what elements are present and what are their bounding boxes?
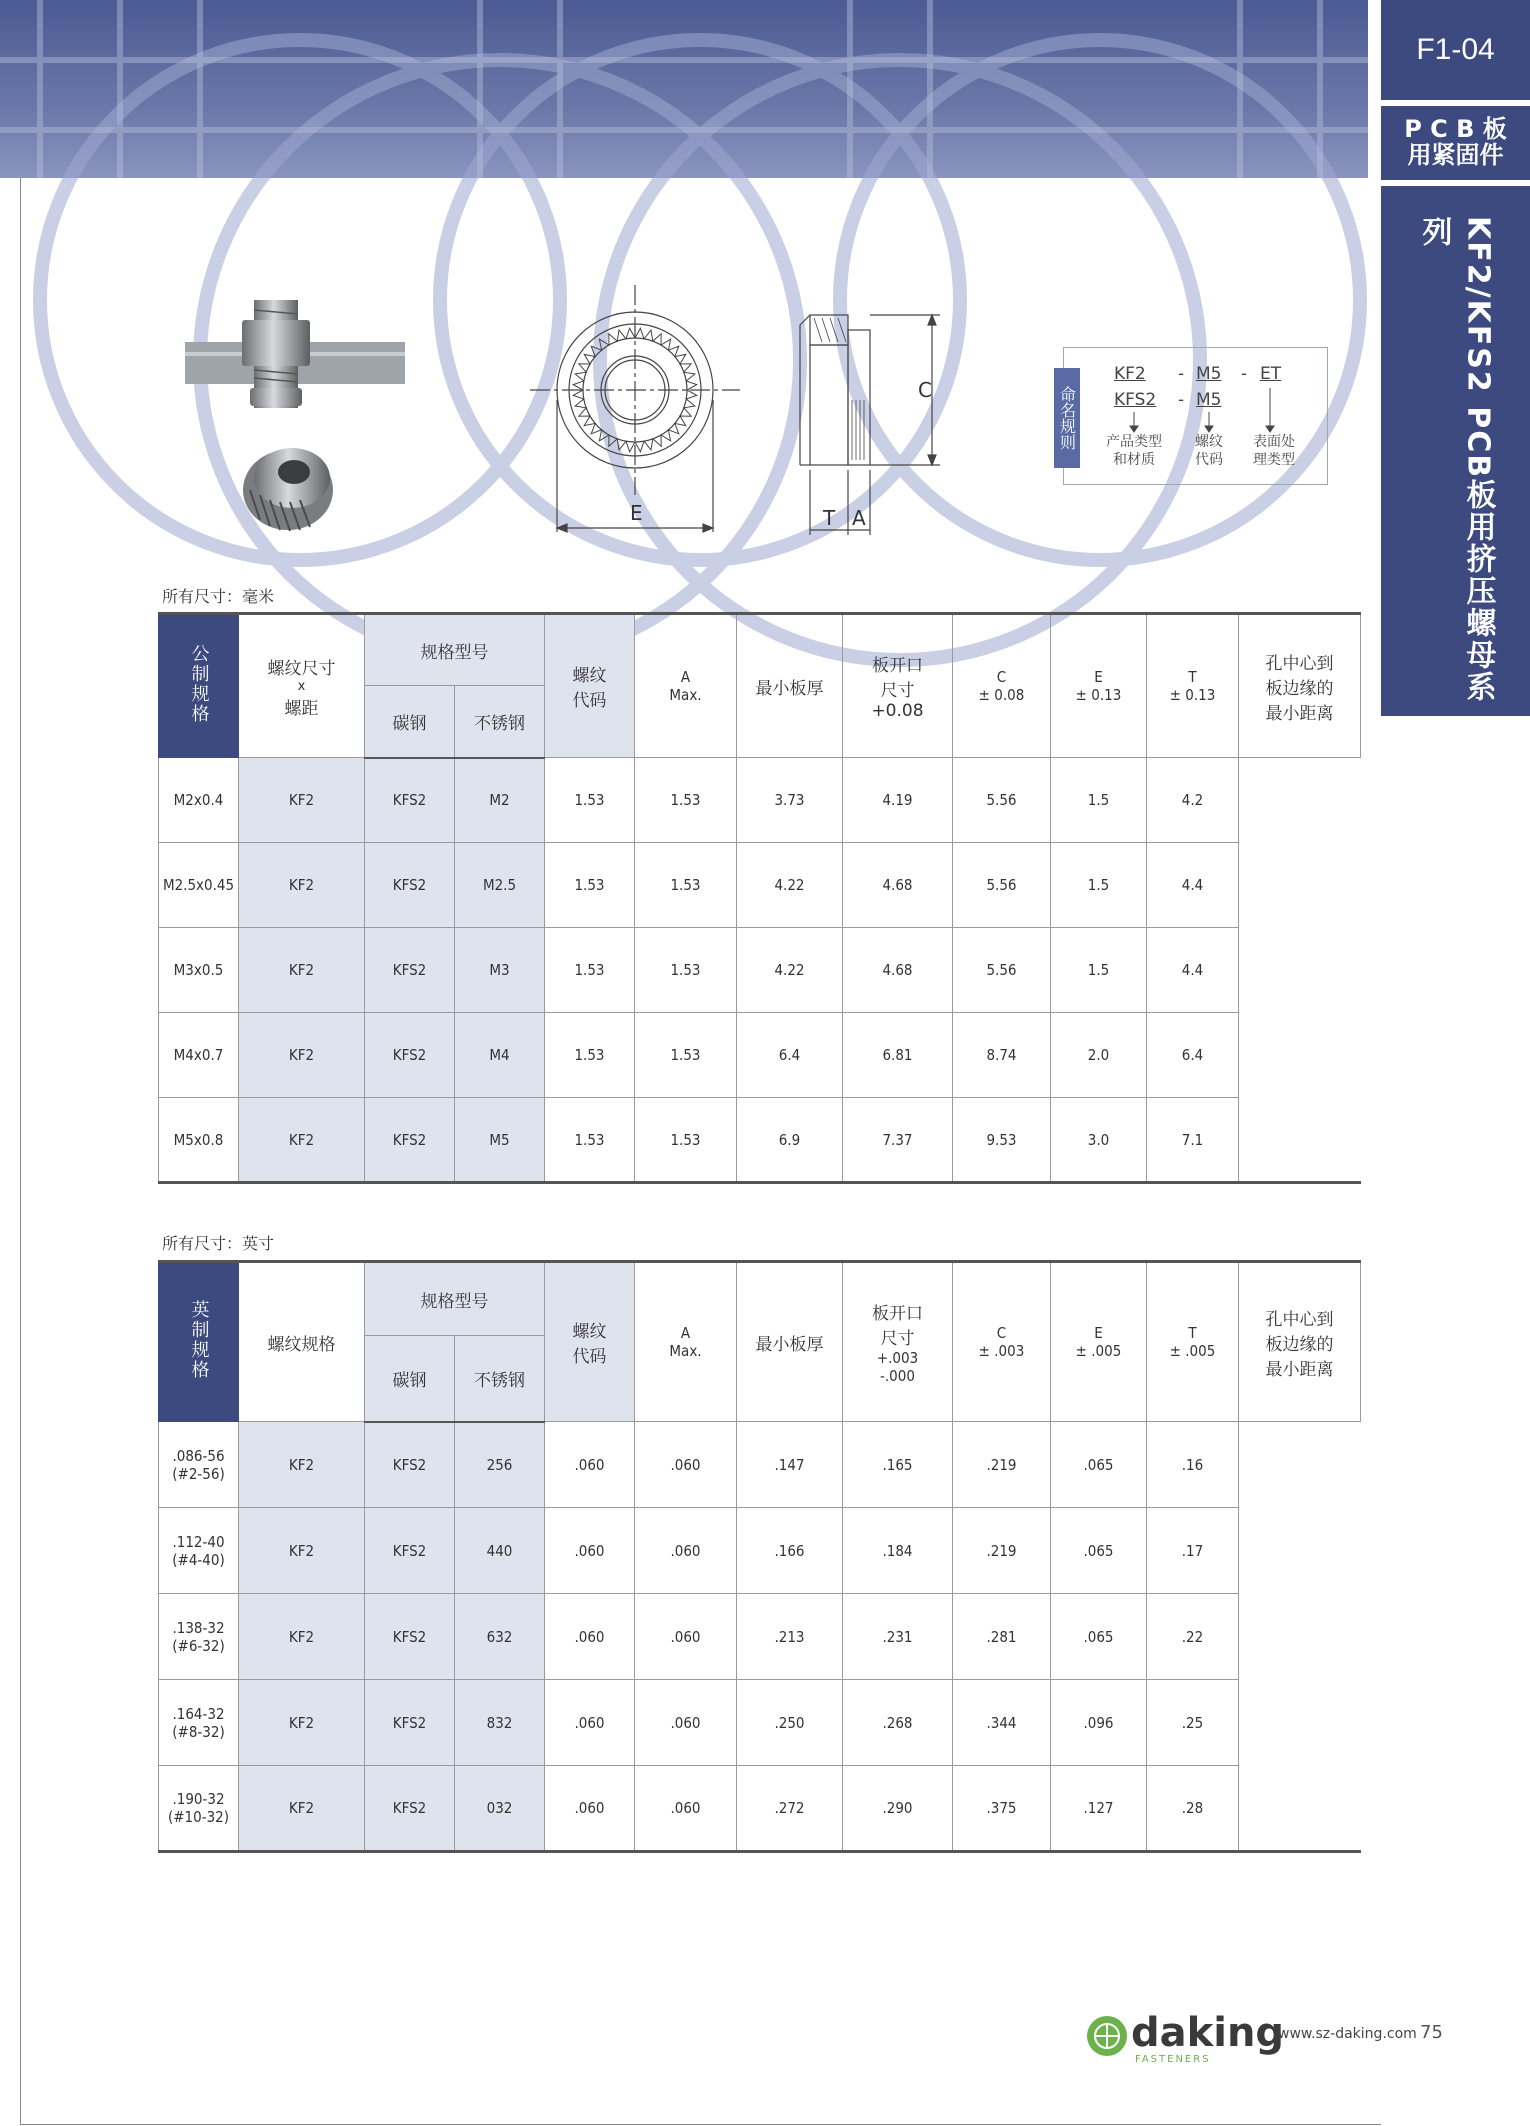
table-cell: 7.1 bbox=[1147, 1098, 1239, 1183]
table-cell: .096 bbox=[1051, 1680, 1147, 1766]
table-cell: M3x0.5 bbox=[159, 928, 239, 1013]
col-e: E ± 0.13 bbox=[1051, 614, 1147, 758]
table-cell: .060 bbox=[545, 1594, 635, 1680]
table-cell: KF2 bbox=[239, 1680, 365, 1766]
table-cell: KF2 bbox=[239, 1098, 365, 1183]
col-t: T ± .005 bbox=[1147, 1262, 1239, 1422]
table-cell: 6.81 bbox=[843, 1013, 953, 1098]
table-cell: .231 bbox=[843, 1594, 953, 1680]
table-cell: 440 bbox=[455, 1508, 545, 1594]
top-view-drawing bbox=[520, 280, 750, 540]
table-row bbox=[159, 1098, 1361, 1183]
table-cell: M2x0.4 bbox=[159, 758, 239, 843]
table-cell: 3.73 bbox=[737, 758, 843, 843]
table-row bbox=[159, 1680, 1361, 1766]
table-cell: 1.53 bbox=[545, 928, 635, 1013]
label-c: C bbox=[918, 378, 932, 402]
col-stainless: 不锈钢 bbox=[455, 1336, 545, 1422]
table-cell: .060 bbox=[545, 1422, 635, 1508]
table-cell: 1.53 bbox=[545, 1013, 635, 1098]
col-carbon: 碳钢 bbox=[365, 1336, 455, 1422]
table-cell: 1.53 bbox=[545, 843, 635, 928]
naming-et: ET bbox=[1260, 364, 1282, 384]
table-cell: .281 bbox=[953, 1594, 1051, 1680]
metric-unit-label: 所有尺寸：毫米 bbox=[162, 587, 275, 606]
table-cell: 9.53 bbox=[953, 1098, 1051, 1183]
col-edge-distance: 孔中心到 板边缘的 最小距离 bbox=[1239, 614, 1361, 758]
naming-dash: - bbox=[1178, 364, 1185, 384]
naming-rule-box bbox=[1057, 347, 1328, 485]
thread-spec-cell: .164-32 (#8-32) bbox=[159, 1680, 239, 1766]
col-e: E ± .005 bbox=[1051, 1262, 1147, 1422]
inch-unit-label: 所有尺寸：英寸 bbox=[162, 1234, 275, 1253]
table-cell: .127 bbox=[1051, 1766, 1147, 1852]
table-row bbox=[159, 1594, 1361, 1680]
table-cell: 5.56 bbox=[953, 758, 1051, 843]
table-cell: .17 bbox=[1147, 1508, 1239, 1594]
table-row bbox=[159, 843, 1361, 928]
naming-m5: M5 bbox=[1196, 364, 1222, 384]
table-row bbox=[159, 758, 1361, 843]
table-row bbox=[159, 1013, 1361, 1098]
table-cell: KF2 bbox=[239, 1766, 365, 1852]
table-cell: 032 bbox=[455, 1766, 545, 1852]
inch-side-label: 英制规格 bbox=[159, 1262, 239, 1422]
col-a: A Max. bbox=[635, 1262, 737, 1422]
table-cell: KFS2 bbox=[365, 1508, 455, 1594]
table-cell: 1.53 bbox=[635, 758, 737, 843]
table-cell: KFS2 bbox=[365, 1098, 455, 1183]
table-cell: .060 bbox=[545, 1508, 635, 1594]
col-edge-distance: 孔中心到 板边缘的 最小距离 bbox=[1239, 1262, 1361, 1422]
table-cell: M3 bbox=[455, 928, 545, 1013]
table-row bbox=[159, 1766, 1361, 1852]
col-t: T ± 0.13 bbox=[1147, 614, 1239, 758]
table-cell: M5x0.8 bbox=[159, 1098, 239, 1183]
table-cell: KFS2 bbox=[365, 758, 455, 843]
col-thread-code: 螺纹 代码 bbox=[545, 1262, 635, 1422]
table-cell: 6.9 bbox=[737, 1098, 843, 1183]
naming-desc-thread: 螺纹 代码 bbox=[1195, 434, 1223, 468]
table-cell: 1.53 bbox=[545, 1098, 635, 1183]
thread-spec-cell: .138-32 (#6-32) bbox=[159, 1594, 239, 1680]
table-cell: M5 bbox=[455, 1098, 545, 1183]
table-cell: 1.5 bbox=[1051, 758, 1147, 843]
naming-kf2: KF2 bbox=[1114, 364, 1146, 384]
table-cell: KFS2 bbox=[365, 928, 455, 1013]
daking-logo bbox=[1085, 2010, 1285, 2066]
label-t: T bbox=[823, 506, 836, 530]
col-type: 规格型号 bbox=[365, 614, 545, 686]
table-cell: .065 bbox=[1051, 1594, 1147, 1680]
thread-spec-cell: .086-56 (#2-56) bbox=[159, 1422, 239, 1508]
col-thread-size: 螺纹尺寸 x 螺距 bbox=[239, 614, 365, 758]
table-cell: 4.4 bbox=[1147, 928, 1239, 1013]
table-cell: 1.53 bbox=[635, 1098, 737, 1183]
table-cell: 4.68 bbox=[843, 843, 953, 928]
side-view-drawing bbox=[790, 300, 950, 540]
table-cell: .22 bbox=[1147, 1594, 1239, 1680]
table-cell: 832 bbox=[455, 1680, 545, 1766]
table-cell: .065 bbox=[1051, 1508, 1147, 1594]
table-cell: KFS2 bbox=[365, 1422, 455, 1508]
table-cell: 632 bbox=[455, 1594, 545, 1680]
table-cell: KF2 bbox=[239, 1594, 365, 1680]
table-cell: .060 bbox=[545, 1766, 635, 1852]
table-cell: 4.22 bbox=[737, 843, 843, 928]
col-carbon: 碳钢 bbox=[365, 686, 455, 758]
header-pattern bbox=[0, 0, 1368, 178]
table-cell: 1.5 bbox=[1051, 843, 1147, 928]
table-cell: .184 bbox=[843, 1508, 953, 1594]
table-row bbox=[159, 1422, 1361, 1508]
table-cell: .25 bbox=[1147, 1680, 1239, 1766]
col-type: 规格型号 bbox=[365, 1262, 545, 1336]
inch-spec-table bbox=[158, 1260, 1361, 1853]
label-e: E bbox=[630, 501, 643, 525]
table-cell: 2.0 bbox=[1051, 1013, 1147, 1098]
table-cell: .165 bbox=[843, 1422, 953, 1508]
table-cell: KFS2 bbox=[365, 1013, 455, 1098]
col-c: C ± 0.08 bbox=[953, 614, 1051, 758]
table-cell: 4.4 bbox=[1147, 843, 1239, 928]
col-c: C ± .003 bbox=[953, 1262, 1051, 1422]
table-cell: .060 bbox=[545, 1680, 635, 1766]
table-cell: .375 bbox=[953, 1766, 1051, 1852]
table-cell: 256 bbox=[455, 1422, 545, 1508]
col-thread-spec: 螺纹规格 bbox=[239, 1262, 365, 1422]
table-cell: .065 bbox=[1051, 1422, 1147, 1508]
section-code: F1-04 bbox=[1381, 0, 1530, 100]
table-cell: KF2 bbox=[239, 843, 365, 928]
table-cell: .060 bbox=[635, 1508, 737, 1594]
col-stainless: 不锈钢 bbox=[455, 686, 545, 758]
col-hole-size: 板开口 尺寸 +.003 -.000 bbox=[843, 1262, 953, 1422]
table-cell: .272 bbox=[737, 1766, 843, 1852]
website-url: www.sz-daking.com bbox=[1278, 2026, 1417, 2042]
naming-desc-finish: 表面处 理类型 bbox=[1253, 434, 1295, 468]
naming-kfs2: KFS2 bbox=[1114, 390, 1157, 410]
table-cell: .060 bbox=[635, 1594, 737, 1680]
table-cell: M4 bbox=[455, 1013, 545, 1098]
product-photo bbox=[180, 290, 420, 560]
table-cell: 6.4 bbox=[737, 1013, 843, 1098]
table-cell: .060 bbox=[635, 1680, 737, 1766]
table-row bbox=[159, 1508, 1361, 1594]
category-line-2: 用紧固件 bbox=[1407, 141, 1504, 169]
table-cell: .147 bbox=[737, 1422, 843, 1508]
table-cell: M2.5x0.45 bbox=[159, 843, 239, 928]
naming-m5: M5 bbox=[1196, 390, 1222, 410]
metric-spec-table bbox=[158, 612, 1361, 1184]
table-cell: M4x0.7 bbox=[159, 1013, 239, 1098]
thread-spec-cell: .112-40 (#4-40) bbox=[159, 1508, 239, 1594]
table-cell: 8.74 bbox=[953, 1013, 1051, 1098]
table-cell: KF2 bbox=[239, 758, 365, 843]
label-a: A bbox=[852, 506, 866, 530]
thread-spec-cell: .190-32 (#10-32) bbox=[159, 1766, 239, 1852]
metric-side-label: 公制规格 bbox=[159, 614, 239, 758]
table-cell: .16 bbox=[1147, 1422, 1239, 1508]
table-cell: .219 bbox=[953, 1508, 1051, 1594]
category-label bbox=[1381, 106, 1530, 180]
table-cell: 1.53 bbox=[635, 928, 737, 1013]
table-cell: KFS2 bbox=[365, 1766, 455, 1852]
table-cell: KF2 bbox=[239, 928, 365, 1013]
table-cell: KFS2 bbox=[365, 1680, 455, 1766]
col-hole-size: 板开口 尺寸 +0.08 bbox=[843, 614, 953, 758]
table-cell: .060 bbox=[635, 1766, 737, 1852]
table-cell: KF2 bbox=[239, 1013, 365, 1098]
table-cell: 1.53 bbox=[545, 758, 635, 843]
brand-sub: FASTENERS bbox=[1135, 2054, 1211, 2065]
col-a: A Max. bbox=[635, 614, 737, 758]
table-cell: KF2 bbox=[239, 1422, 365, 1508]
table-cell: 1.53 bbox=[635, 843, 737, 928]
series-title-text: KF2/KFS2 PCB板用挤压螺母系列 bbox=[1416, 216, 1496, 704]
table-cell: 4.19 bbox=[843, 758, 953, 843]
col-min-sheet: 最小板厚 bbox=[737, 614, 843, 758]
table-cell: M2.5 bbox=[455, 843, 545, 928]
table-cell: .268 bbox=[843, 1680, 953, 1766]
table-cell: KF2 bbox=[239, 1508, 365, 1594]
table-cell: M2 bbox=[455, 758, 545, 843]
table-cell: .290 bbox=[843, 1766, 953, 1852]
table-cell: KFS2 bbox=[365, 1594, 455, 1680]
category-line-1: P C B 板 bbox=[1404, 115, 1507, 143]
col-thread-code: 螺纹 代码 bbox=[545, 614, 635, 758]
table-cell: 4.2 bbox=[1147, 758, 1239, 843]
col-min-sheet: 最小板厚 bbox=[737, 1262, 843, 1422]
table-cell: 4.22 bbox=[737, 928, 843, 1013]
table-cell: 7.37 bbox=[843, 1098, 953, 1183]
table-row bbox=[159, 928, 1361, 1013]
naming-rule-tag: 命名规则 bbox=[1054, 368, 1080, 468]
brand-name: daking bbox=[1131, 2010, 1285, 2056]
table-cell: KFS2 bbox=[365, 843, 455, 928]
header-banner bbox=[0, 0, 1368, 178]
table-cell: 1.5 bbox=[1051, 928, 1147, 1013]
table-cell: .166 bbox=[737, 1508, 843, 1594]
table-cell: 5.56 bbox=[953, 843, 1051, 928]
table-cell: 3.0 bbox=[1051, 1098, 1147, 1183]
table-cell: .344 bbox=[953, 1680, 1051, 1766]
table-cell: 6.4 bbox=[1147, 1013, 1239, 1098]
table-cell: .28 bbox=[1147, 1766, 1239, 1852]
table-cell: 1.53 bbox=[635, 1013, 737, 1098]
page-number: 75 bbox=[1420, 2022, 1443, 2043]
naming-dash: - bbox=[1241, 364, 1248, 384]
table-cell: 5.56 bbox=[953, 928, 1051, 1013]
table-cell: .219 bbox=[953, 1422, 1051, 1508]
naming-desc-type: 产品类型 和材质 bbox=[1106, 434, 1162, 468]
series-title bbox=[1381, 186, 1530, 716]
table-cell: .250 bbox=[737, 1680, 843, 1766]
table-cell: 4.68 bbox=[843, 928, 953, 1013]
table-cell: .060 bbox=[635, 1422, 737, 1508]
table-cell: .213 bbox=[737, 1594, 843, 1680]
naming-dash: - bbox=[1178, 390, 1185, 410]
